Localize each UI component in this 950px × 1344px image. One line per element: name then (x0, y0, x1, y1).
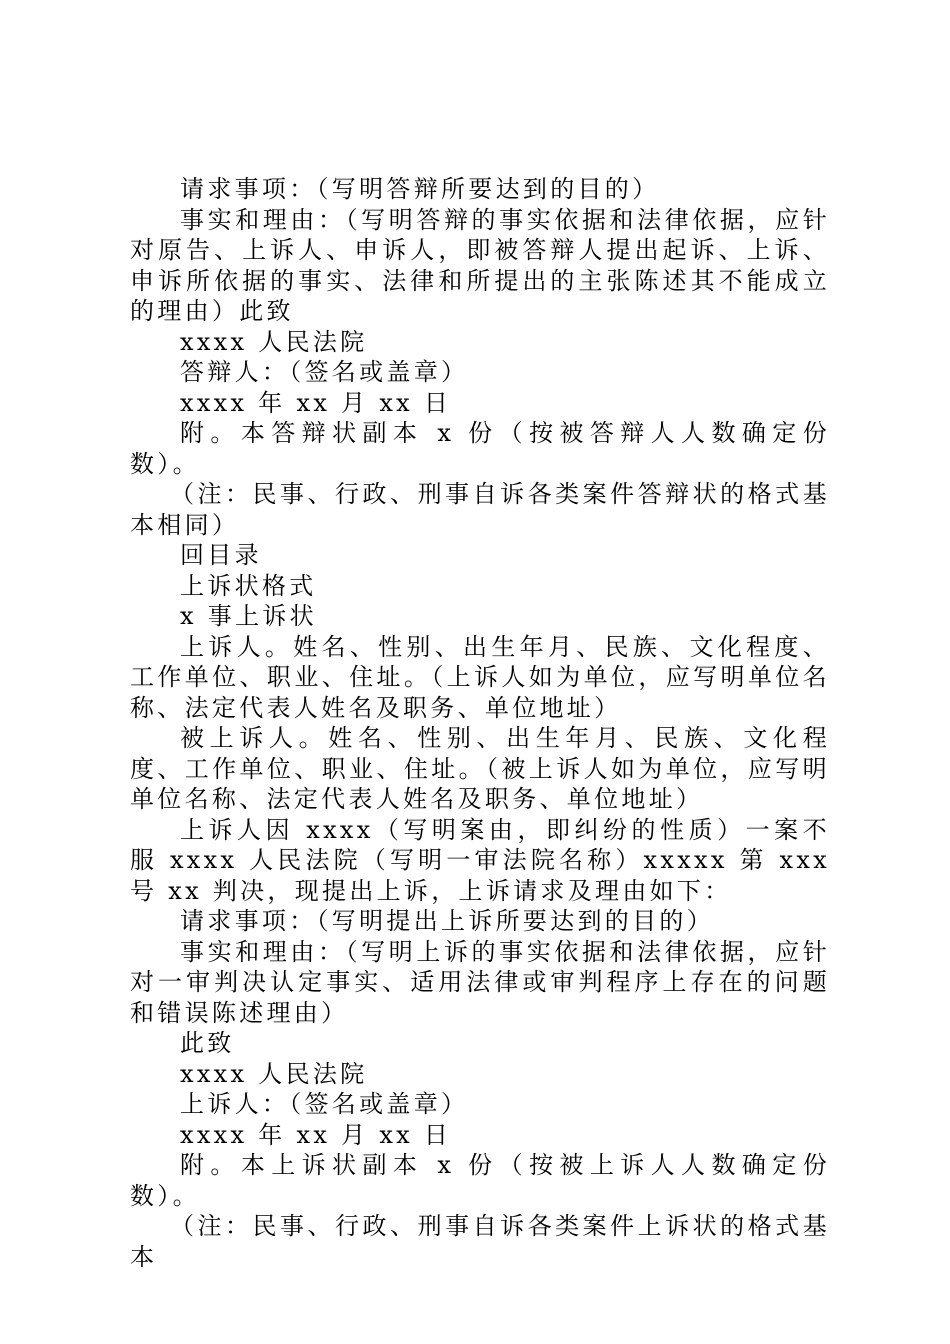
appeal-title: x 事上诉状 (180, 602, 317, 630)
paragraph-defense-date: xxxx 年 xx 月 xx 日 (180, 388, 452, 417)
section-heading-appeal-format: 上诉状格式 (180, 571, 317, 600)
paragraph-appeal-intro: 上诉人因 xxxx（写明案由，即纠纷的性质）一案不服 xxxx 人民法院（写明一审法院名称）xxxxx 第 xxx 号 xx 判决，现提出上诉，上诉请求及理由如下： (130, 815, 830, 905)
paragraph-defense-court: xxxx 人民法院 (180, 327, 368, 356)
paragraph-appeal-note: （注：民事、行政、刑事自诉各类案件上诉状的格式基本 (130, 1212, 830, 1271)
paragraph-appeal-facts-reasons: 事实和理由：（写明上诉的事实依据和法律依据，应针对一审判决认定事实、适用法律或审判程序上存在的问题和错误陈述理由） (130, 937, 830, 1027)
paragraph-appellant: 上诉人。姓名、性别、出生年月、民族、文化程度、工作单位、职业、住址。（上诉人如为单位，应写明单位名称、法定代表人姓名及职务、单位地址） (130, 632, 830, 722)
document-body (130, 174, 830, 1272)
paragraph-appeal-attachment: 附。本上诉状副本 x 份（按被上诉人人数确定份数）。 (130, 1151, 830, 1210)
paragraph-appeal-date: xxxx 年 xx 月 xx 日 (180, 1120, 452, 1149)
paragraph-defense-note: （注：民事、行政、刑事自诉各类案件答辩状的格式基本相同） (130, 480, 830, 539)
paragraph-appeal-court: xxxx 人民法院 (180, 1059, 368, 1088)
paragraph-defense-facts-reasons: 事实和理由：（写明答辩的事实依据和法律依据，应针对原告、上诉人、申诉人，即被答辩人提出起诉、上诉、申诉所依据的事实、法律和所提出的主张陈述其不能成立的理由）此致 (130, 205, 830, 325)
paragraph-appeal-request: 请求事项：（写明提出上诉所要达到的目的） (180, 907, 714, 935)
paragraph-appeal-closing: 此致 (180, 1029, 235, 1057)
paragraph-defense-request: 请求事项：（写明答辩所要达到的目的） (180, 175, 660, 203)
back-to-contents-link[interactable]: 回目录 (180, 541, 262, 569)
paragraph-appellee: 被上诉人。姓名、性别、出生年月、民族、文化程度、工作单位、职业、住址。（被上诉人如为单位，应写明单位名称、法定代表人姓名及职务、单位地址） (130, 724, 830, 813)
paragraph-defense-attachment: 附。本答辩状副本 x 份（按被答辩人人数确定份数）。 (130, 419, 830, 478)
paragraph-defense-respondent-signature: 答辩人：（签名或盖章） (180, 358, 469, 386)
paragraph-appellant-signature: 上诉人：（签名或盖章） (180, 1090, 469, 1118)
